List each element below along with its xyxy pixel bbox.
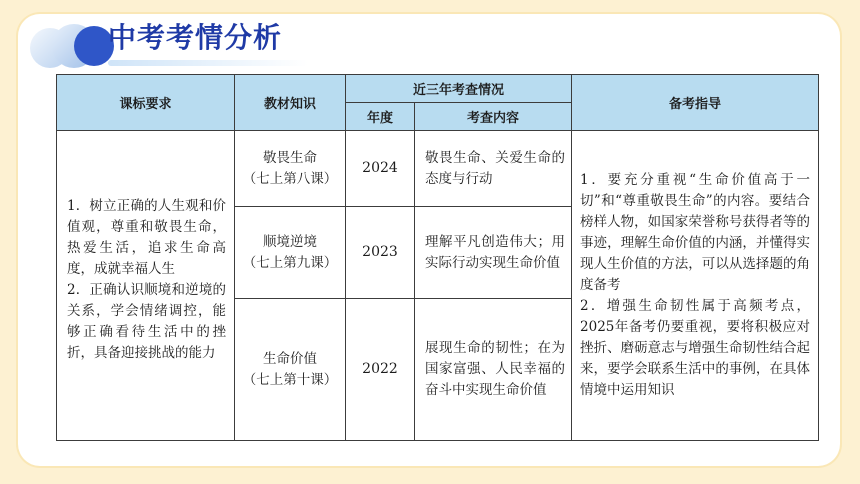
table-row xyxy=(57,131,819,207)
year-cell: 2022 xyxy=(346,299,415,441)
header-content: 考查内容 xyxy=(415,103,572,131)
header-knowledge: 教材知识 xyxy=(235,75,346,131)
content-cell: 展现生命的韧性；在为国家富强、人民幸福的奋斗中实现生命价值 xyxy=(415,299,572,441)
knowledge-cell: 敬畏生命 （七上第八课） xyxy=(235,131,346,207)
decorative-circles-icon xyxy=(22,22,118,70)
exam-analysis-table xyxy=(56,74,819,441)
page-title: 中考考情分析 xyxy=(108,21,283,54)
header-year: 年度 xyxy=(346,103,415,131)
requirement-cell: 1．树立正确的人生观和价值观，尊重和敬畏生命，热爱生活，追求生命高度，成就幸福人生 2．正确认识顺境和逆境的关系，学会情绪调控，能够正确看待生活中的挫折，具备迎接挑战的能力 xyxy=(57,131,235,441)
knowledge-cell: 顺境逆境 （七上第九课） xyxy=(235,207,346,299)
content-cell: 理解平凡创造伟大；用实际行动实现生命价值 xyxy=(415,207,572,299)
year-cell: 2024 xyxy=(346,131,415,207)
year-cell: 2023 xyxy=(346,207,415,299)
content-cell: 敬畏生命、关爱生命的态度与行动 xyxy=(415,131,572,207)
title-underline xyxy=(108,60,308,66)
header-requirement: 课标要求 xyxy=(57,75,235,131)
guidance-cell: 1．要充分重视“生命价值高于一切”和“尊重敬畏生命”的内容。要结合榜样人物，如国家荣誉称号获得者等的事迹，理解生命价值的内涵，并懂得实现人生价值的方法，可以从选择题的角度备考 2．增强生命韧性属于高频考点，2025年备考仍要重视，要将积极应对挫折、磨砺意志与增强生命韧性结合起来，要学会联系生活中的事例，在具体情境中运用知识 xyxy=(572,131,819,441)
header-guidance: 备考指导 xyxy=(572,75,819,131)
knowledge-cell: 生命价值 （七上第十课） xyxy=(235,299,346,441)
header-recent-exams: 近三年考查情况 xyxy=(346,75,572,103)
